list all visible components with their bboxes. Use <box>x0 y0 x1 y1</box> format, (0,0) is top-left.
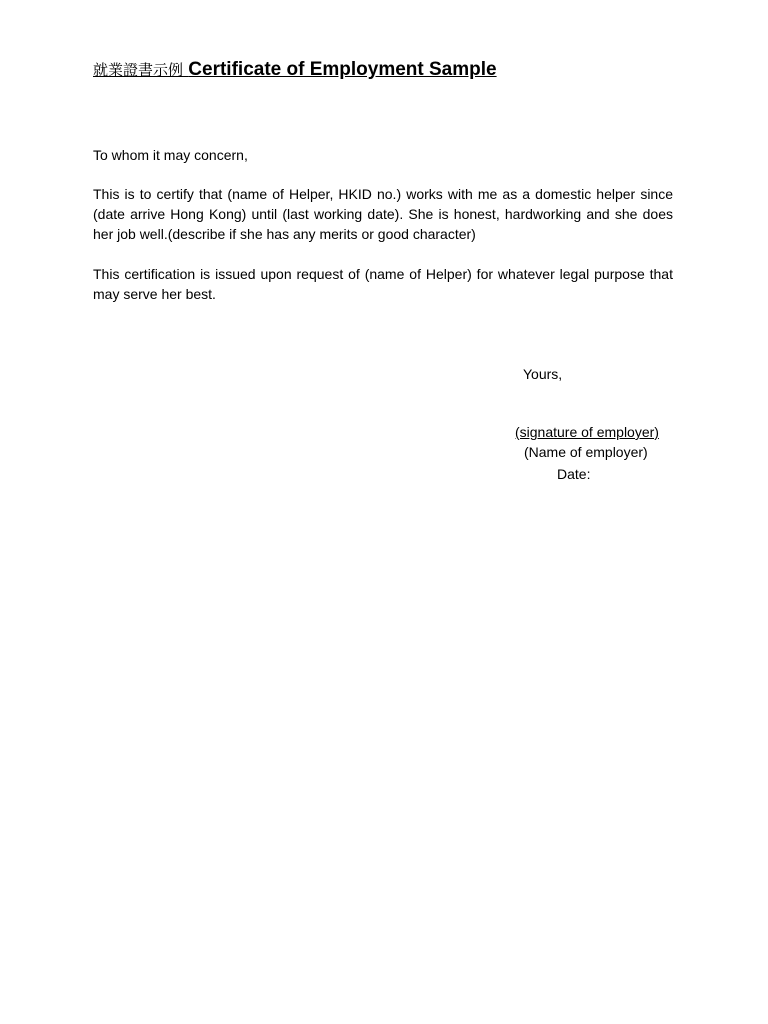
closing: Yours, <box>523 366 563 382</box>
salutation: To whom it may concern, <box>93 147 248 163</box>
title-chinese: 就業證書示例 <box>93 61 184 79</box>
document-title <box>93 58 497 82</box>
body-paragraph-2: This certification is issued upon request of (name of Helper) for whatever legal purpose that may serve her best. <box>93 266 673 302</box>
date-label: Date: <box>557 466 591 482</box>
title-english: Certificate of Employment Sample <box>188 59 497 80</box>
body-paragraph-1: This is to certify that (name of Helper, HKID no.) works with me as a domestic helper since (date arrive Hong Kong) until (last working date). She is honest, hardworking and she does her job well.(describe if she has any merits or good character) <box>93 186 673 242</box>
employer-name-line: (Name of employer) <box>524 444 648 460</box>
signature-line: (signature of employer) <box>515 424 659 440</box>
